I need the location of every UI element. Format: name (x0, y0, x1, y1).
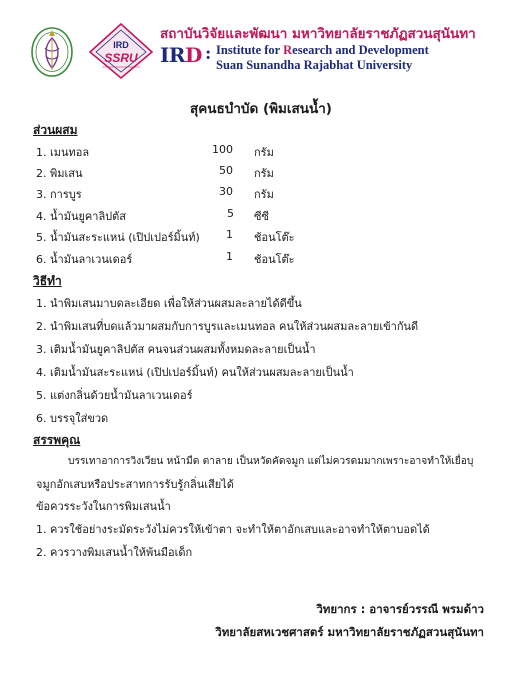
method-step: 6. บรรจุใส่ขวด (36, 412, 109, 425)
ingredient-qty: 1 (226, 250, 233, 263)
english-line1-b: esearch and Development (292, 43, 429, 57)
english-line1-r: R (283, 43, 293, 57)
caution-item: 2. ควรวางพิมเสนน้ำให้พ้นมือเด็ก (36, 546, 193, 559)
ird-abbr-ir: IR (160, 43, 185, 67)
university-seal-logo (30, 22, 74, 78)
institute-name-thai: สถาบันวิจัยและพัฒนา มหาวิทยาลัยราชภัฏสวนสุนันทา (160, 26, 476, 42)
svg-text:SSRU: SSRU (104, 51, 138, 65)
ingredient-name: 3. การบูร (36, 188, 82, 201)
ingredient-qty: 50 (219, 164, 233, 177)
caution-item: 1. ควรใช้อย่างระมัดระวังไม่ควรให้เข้าตา จะทำให้ตาอักเสบและอาจทำให้ตาบอดได้ (36, 523, 430, 536)
ird-abbr-d: D (184, 43, 202, 67)
method-step: 4. เติมน้ำมันสะระแหน่ (เปิปเปอร์มิ้นท์) คนให้ส่วนผสมละลายเป็นน้ำ (36, 366, 354, 379)
ingredient-name: 4. น้ำมันยูคาลิปตัส (36, 210, 127, 223)
method-heading: วิธีทำ (33, 274, 62, 288)
ird-colon: : (205, 44, 212, 64)
speaker-credit: วิทยากร : อาจารย์วรรณี พรมด้าว (316, 602, 484, 616)
english-line1-a: Institute for (216, 43, 284, 57)
ingredient-unit: ช้อนโต๊ะ (254, 253, 295, 266)
institute-name-english (216, 43, 429, 58)
ingredient-qty: 1 (226, 228, 233, 241)
ird-ssru-logo (88, 22, 154, 80)
properties-text: บรรเทาอาการวิงเวียน หน้ามืด ตาลาย เป็นหวัดคัดจมูก แต่ไม่ควรดมมากเพราะอาจทำให้เยื่อบุ (68, 456, 474, 467)
ingredient-unit: กรัม (254, 188, 274, 201)
method-step: 5. แต่งกลิ่นด้วยน้ำมันลาเวนเดอร์ (36, 389, 193, 402)
method-step: 1. นำพิมเสนมาบดละเอียด เพื่อให้ส่วนผสมละลายได้ดีขึ้น (36, 297, 302, 310)
ingredient-name: 2. พิมเสน (36, 167, 83, 180)
properties-text-cont: จมูกอักเสบหรือประสาทการรับรู้กลิ่นเสียได้ (36, 478, 234, 491)
ingredient-unit: ซีซี (254, 210, 269, 223)
ingredient-name: 6. น้ำมันลาเวนเดอร์ (36, 253, 133, 266)
ingredient-qty: 100 (212, 143, 233, 156)
ird-abbreviation (160, 43, 202, 67)
university-name-english: Suan Sunandha Rajabhat University (216, 58, 413, 72)
caution-heading: ข้อควรระวังในการพิมเสนน้ำ (36, 500, 171, 513)
ingredients-heading: ส่วนผสม (33, 123, 78, 137)
properties-heading: สรรพคุณ (33, 433, 81, 447)
ingredient-name: 5. น้ำมันสะระแหน่ (เปิปเปอร์มิ้นท์) (36, 231, 200, 244)
document-title: สุคนธบำบัด (พิมเสนน้ำ) (190, 101, 332, 117)
ingredient-qty: 5 (227, 207, 234, 220)
ingredient-unit: กรัม (254, 146, 274, 159)
ingredient-unit: ช้อนโต๊ะ (254, 231, 295, 244)
method-step: 3. เติมน้ำมันยูคาลิปตัส คนจนส่วนผสมทั้งหมดละลายเป็นน้ำ (36, 343, 316, 356)
ingredient-name: 1. เมนทอล (36, 146, 90, 159)
ingredient-qty: 30 (219, 185, 233, 198)
affiliation-credit: วิทยาลัยสหเวชศาสตร์ มหาวิทยาลัยราชภัฏสวนสุนันทา (215, 625, 484, 639)
ingredient-unit: กรัม (254, 167, 274, 180)
svg-text:IRD: IRD (113, 40, 129, 50)
method-step: 2. นำพิมเสนที่บดแล้วมาผสมกับการบูรและเมนทอล คนให้ส่วนผสมละลายเข้ากันดี (36, 320, 419, 333)
